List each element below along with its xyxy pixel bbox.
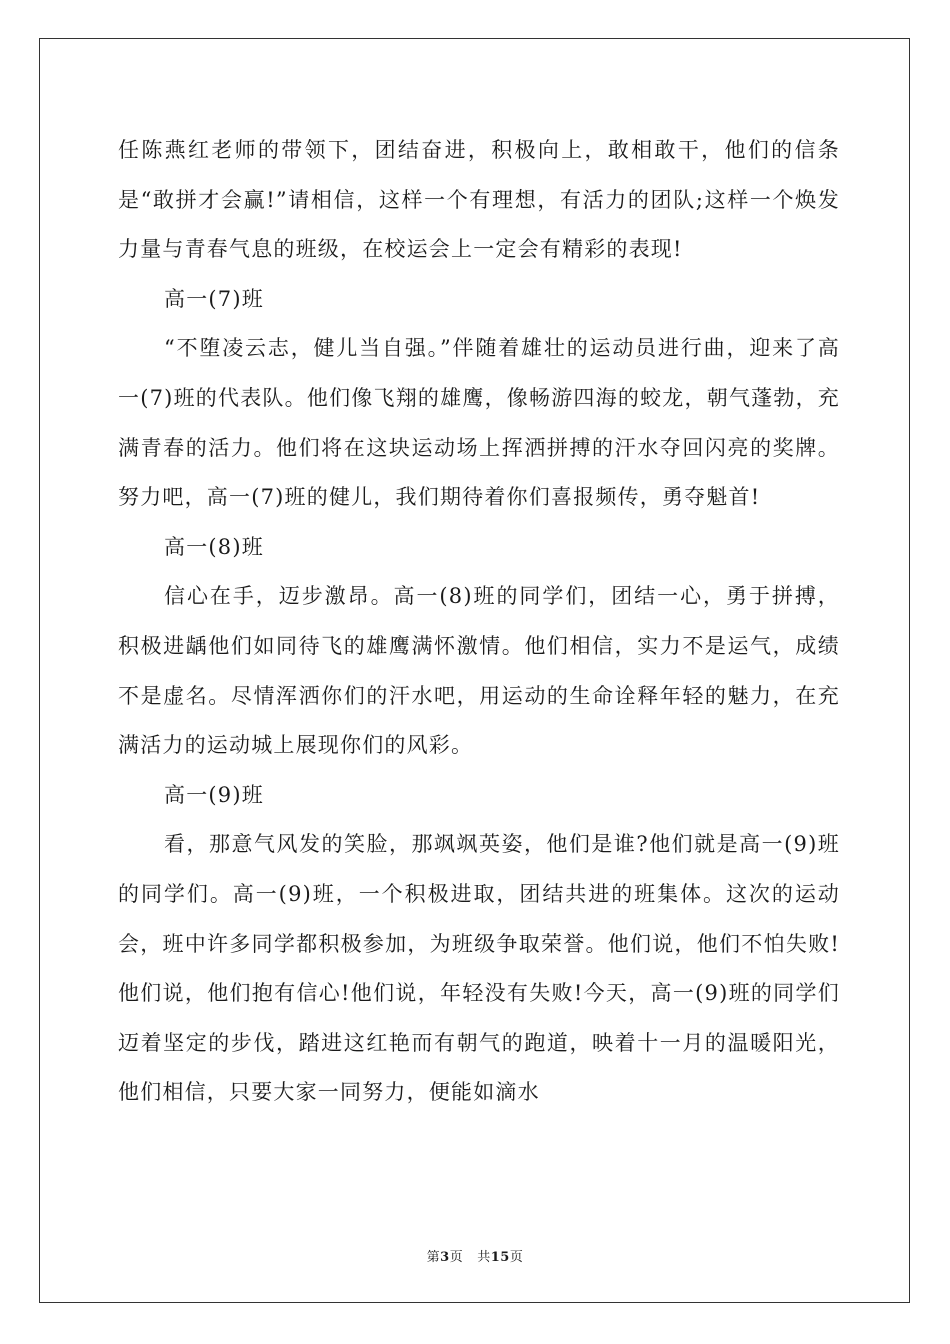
page-number: 第3页: [426, 1250, 464, 1265]
section-heading-class-8: 高一(8)班: [164, 534, 264, 559]
document-body: [118, 126, 840, 1118]
paragraph-intro: 任陈燕红老师的带领下，团结奋进，积极向上，敢相敢干，他们的信条是“敢拼才会赢!”请相信，这样一个有理想，有活力的团队;这样一个焕发力量与青春气息的班级，在校运会上一定会有精彩的表现!: [118, 138, 840, 262]
section-heading-class-7: 高一(7)班: [164, 286, 264, 311]
page-total: 共15页: [477, 1250, 524, 1265]
page-footer: [0, 1246, 950, 1265]
paragraph-class-7: “不堕凌云志，健儿当自强。”伴随着雄壮的运动员进行曲，迎来了高一(7)班的代表队。他们像飞翔的雄鹰，像畅游四海的蛟龙，朝气蓬勃，充满青春的活力。他们将在这块运动场上挥洒拼搏的汗水夺回闪亮的奖牌。努力吧，高一(7)班的健儿，我们期待着你们喜报频传，勇夺魁首!: [118, 336, 840, 510]
paragraph-class-9: 看，那意气风发的笑脸，那飒飒英姿，他们是谁?他们就是高一(9)班的同学们。高一(9)班，一个积极进取，团结共进的班集体。这次的运动会，班中许多同学都积极参加，为班级争取荣誉。他们说，他们不怕失败!他们说，他们抱有信心!他们说，年轻没有失败!今天，高一(9)班的同学们迈着坚定的步伐，踏进这红艳而有朝气的跑道，映着十一月的温暖阳光，他们相信，只要大家一同努力，便能如滴水: [118, 832, 840, 1105]
section-heading-class-9: 高一(9)班: [164, 782, 264, 807]
paragraph-class-8: 信心在手，迈步激昂。高一(8)班的同学们，团结一心，勇于拼搏，积极进龋他们如同待飞的雄鹰满怀激情。他们相信，实力不是运气，成绩不是虚名。尽情浑洒你们的汗水吧，用运动的生命诠释年轻的魅力，在充满活力的运动城上展现你们的风彩。: [118, 584, 840, 758]
